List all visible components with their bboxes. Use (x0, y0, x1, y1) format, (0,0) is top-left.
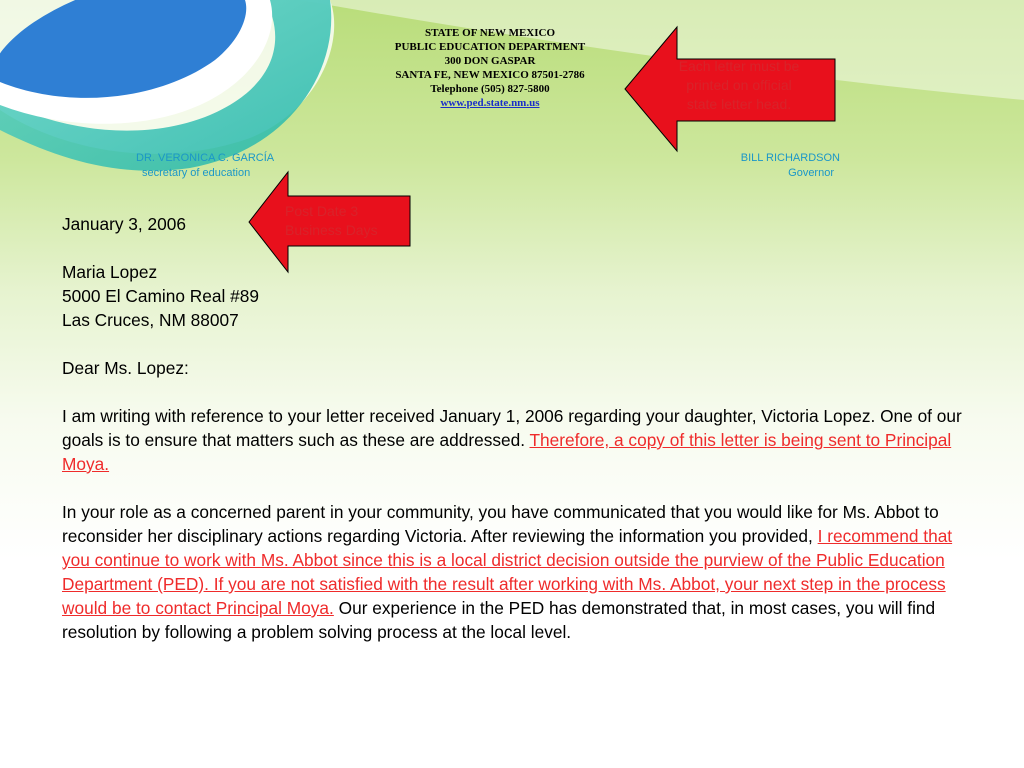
secretary-title: secretary of education (142, 167, 251, 179)
date-callout-line1: Post Date 3 (285, 203, 359, 219)
letterhead-callout-line3: state letter head. (686, 96, 792, 112)
paragraph-2-highlight: I recommend that you continue to work with Ms. Abbot since this is a local district decision outside the purview of the Public Education Department (PED). If you are not satisfied with the result after working with Ms. Abbot, your next step in the process would be to contact Principal Moya. (62, 526, 953, 618)
governor-name: BILL RICHARDSON (740, 152, 840, 164)
governor-block (700, 151, 840, 181)
paragraph-2 (62, 500, 967, 644)
governor-title: Governor (788, 167, 834, 179)
letterhead-callout-line2: printed on official (686, 77, 792, 93)
salutation: Dear Ms. Lopez: (62, 358, 189, 378)
paragraph-1 (62, 404, 967, 476)
paragraph-1-highlight: Therefore, a copy of this letter is being sent to Principal Moya. (62, 430, 952, 474)
letterhead-phone: Telephone (505) 827-5800 (430, 83, 550, 95)
paragraph-2-end: Our experience in the PED has demonstrated that, in most cases, you will find resolution by following a problem solving process at the local level. (62, 598, 936, 642)
recipient-name: Maria Lopez (62, 262, 158, 282)
letterhead-state: STATE OF NEW MEXICO (424, 27, 556, 39)
letterhead-callout-line1: Each letter must be (678, 58, 800, 74)
date-callout-line2: Business Days (285, 222, 378, 238)
letterhead-website-link[interactable]: www.ped.state.nm.us (440, 97, 540, 109)
letterhead-department: PUBLIC EDUCATION DEPARTMENT (394, 41, 586, 53)
letterhead (360, 26, 620, 110)
recipient-address-line2: Las Cruces, NM 88007 (62, 310, 239, 330)
paragraph-1-text: I am writing with reference to your letter received January 1, 2006 regarding your daughter, Victoria Lopez. One of our goals is to ensure that matters such as these are addressed. (62, 406, 962, 450)
letterhead-callout-text (650, 57, 828, 114)
recipient-address-line1: 5000 El Camino Real #89 (62, 286, 259, 306)
letter-date: January 3, 2006 (62, 214, 186, 234)
letterhead-city: SANTA FE, NEW MEXICO 87501-2786 (395, 69, 585, 81)
secretary-name: DR. VERONICA C. GARCÍA (136, 152, 275, 164)
letterhead-street: 300 DON GASPAR (444, 55, 536, 67)
letter-body (62, 212, 967, 644)
paragraph-2-text: In your role as a concerned parent in your community, you have communicated that you would like for Ms. Abbot to reconsider her disciplinary actions regarding Victoria. After reviewing the information you provided, (62, 502, 939, 546)
